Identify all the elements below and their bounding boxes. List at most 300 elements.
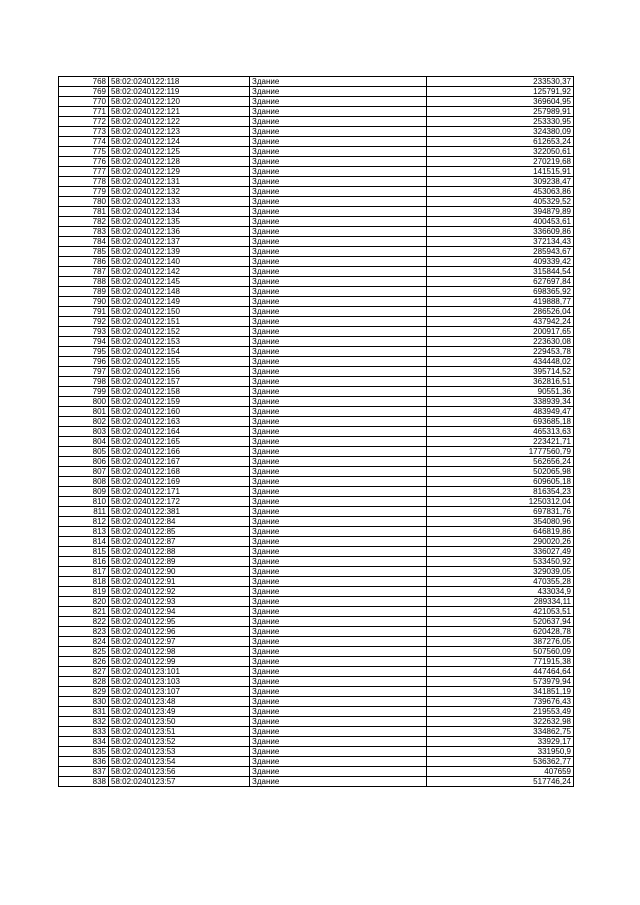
- cadastral-number-cell: 58:02:0240122:124: [109, 137, 250, 147]
- row-number-cell: 826: [59, 657, 109, 667]
- table-row: [59, 557, 574, 567]
- row-number-cell: 813: [59, 527, 109, 537]
- table-row: [59, 647, 574, 657]
- object-type-cell: Здание: [250, 77, 427, 87]
- cadastral-value-cell: 697831,76: [427, 507, 574, 517]
- object-type-cell: Здание: [250, 427, 427, 437]
- object-type-cell: Здание: [250, 277, 427, 287]
- cadastral-value-cell: 739676,43: [427, 697, 574, 707]
- table-row: [59, 727, 574, 737]
- cadastral-number-cell: 58:02:0240122:152: [109, 327, 250, 337]
- row-number-cell: 788: [59, 277, 109, 287]
- cadastral-value-cell: 372134,43: [427, 237, 574, 247]
- object-type-cell: Здание: [250, 217, 427, 227]
- object-type-cell: Здание: [250, 677, 427, 687]
- table-row: [59, 187, 574, 197]
- object-type-cell: Здание: [250, 567, 427, 577]
- cadastral-value-cell: 200917,65: [427, 327, 574, 337]
- row-number-cell: 829: [59, 687, 109, 697]
- table-row: [59, 127, 574, 137]
- table-row: [59, 717, 574, 727]
- cadastral-value-cell: 470355,28: [427, 577, 574, 587]
- object-type-cell: Здание: [250, 627, 427, 637]
- cadastral-value-cell: 395714,52: [427, 367, 574, 377]
- object-type-cell: Здание: [250, 517, 427, 527]
- object-type-cell: Здание: [250, 157, 427, 167]
- cadastral-number-cell: 58:02:0240122:97: [109, 637, 250, 647]
- cadastral-number-cell: 58:02:0240122:120: [109, 97, 250, 107]
- cadastral-value-cell: 394879,89: [427, 207, 574, 217]
- cadastral-number-cell: 58:02:0240122:163: [109, 417, 250, 427]
- table-row: [59, 427, 574, 437]
- cadastral-value-cell: 253330,95: [427, 117, 574, 127]
- object-type-cell: Здание: [250, 447, 427, 457]
- cadastral-value-cell: 233530,37: [427, 77, 574, 87]
- table-row: [59, 167, 574, 177]
- row-number-cell: 806: [59, 457, 109, 467]
- table-row: [59, 97, 574, 107]
- cadastral-value-cell: 223630,08: [427, 337, 574, 347]
- cadastral-value-cell: 1250312,04: [427, 497, 574, 507]
- object-type-cell: Здание: [250, 597, 427, 607]
- table-row: [59, 257, 574, 267]
- object-type-cell: Здание: [250, 617, 427, 627]
- table-row: [59, 597, 574, 607]
- cadastral-value-cell: 434448,02: [427, 357, 574, 367]
- row-number-cell: 798: [59, 377, 109, 387]
- object-type-cell: Здание: [250, 177, 427, 187]
- object-type-cell: Здание: [250, 117, 427, 127]
- cadastral-value-cell: 33929,17: [427, 737, 574, 747]
- cadastral-number-cell: 58:02:0240123:52: [109, 737, 250, 747]
- cadastral-value-cell: 338939,34: [427, 397, 574, 407]
- table-row: [59, 467, 574, 477]
- cadastral-number-cell: 58:02:0240122:168: [109, 467, 250, 477]
- cadastral-number-cell: 58:02:0240122:128: [109, 157, 250, 167]
- cadastral-value-cell: 334862,75: [427, 727, 574, 737]
- cadastral-number-cell: 58:02:0240123:53: [109, 747, 250, 757]
- object-type-cell: Здание: [250, 377, 427, 387]
- row-number-cell: 833: [59, 727, 109, 737]
- row-number-cell: 811: [59, 507, 109, 517]
- row-number-cell: 838: [59, 777, 109, 787]
- cadastral-value-cell: 447464,64: [427, 667, 574, 677]
- cadastral-number-cell: 58:02:0240123:54: [109, 757, 250, 767]
- cadastral-value-cell: 520637,94: [427, 617, 574, 627]
- cadastral-value-cell: 533450,92: [427, 557, 574, 567]
- cadastral-number-cell: 58:02:0240122:91: [109, 577, 250, 587]
- row-number-cell: 771: [59, 107, 109, 117]
- row-number-cell: 814: [59, 537, 109, 547]
- object-type-cell: Здание: [250, 467, 427, 477]
- object-type-cell: Здание: [250, 527, 427, 537]
- cadastral-value-cell: 433034,9: [427, 587, 574, 597]
- cadastral-value-cell: 286526,04: [427, 307, 574, 317]
- cadastral-number-cell: 58:02:0240122:96: [109, 627, 250, 637]
- row-number-cell: 783: [59, 227, 109, 237]
- row-number-cell: 796: [59, 357, 109, 367]
- object-type-cell: Здание: [250, 307, 427, 317]
- cadastral-value-cell: 573979,94: [427, 677, 574, 687]
- table-row: [59, 147, 574, 157]
- object-type-cell: Здание: [250, 687, 427, 697]
- cadastral-value-cell: 257989,91: [427, 107, 574, 117]
- row-number-cell: 822: [59, 617, 109, 627]
- cadastral-number-cell: 58:02:0240122:151: [109, 317, 250, 327]
- table-row: [59, 157, 574, 167]
- row-number-cell: 808: [59, 477, 109, 487]
- row-number-cell: 770: [59, 97, 109, 107]
- row-number-cell: 774: [59, 137, 109, 147]
- table-row: [59, 137, 574, 147]
- row-number-cell: 768: [59, 77, 109, 87]
- table-row: [59, 437, 574, 447]
- table-row: [59, 497, 574, 507]
- object-type-cell: Здание: [250, 667, 427, 677]
- row-number-cell: 815: [59, 547, 109, 557]
- table-row: [59, 377, 574, 387]
- object-type-cell: Здание: [250, 297, 427, 307]
- row-number-cell: 786: [59, 257, 109, 267]
- table-row: [59, 677, 574, 687]
- object-type-cell: Здание: [250, 147, 427, 157]
- table-row: [59, 347, 574, 357]
- object-type-cell: Здание: [250, 717, 427, 727]
- cadastral-number-cell: 58:02:0240122:155: [109, 357, 250, 367]
- table-row: [59, 697, 574, 707]
- row-number-cell: 819: [59, 587, 109, 597]
- cadastral-number-cell: 58:02:0240122:88: [109, 547, 250, 557]
- cadastral-number-cell: 58:02:0240123:107: [109, 687, 250, 697]
- table-row: [59, 537, 574, 547]
- cadastral-number-cell: 58:02:0240122:153: [109, 337, 250, 347]
- table-row: [59, 367, 574, 377]
- cadastral-number-cell: 58:02:0240122:166: [109, 447, 250, 457]
- table-row: [59, 477, 574, 487]
- cadastral-value-cell: 400453,61: [427, 217, 574, 227]
- table-row: [59, 237, 574, 247]
- object-type-cell: Здание: [250, 757, 427, 767]
- cadastral-value-cell: 465313,63: [427, 427, 574, 437]
- cadastral-number-cell: 58:02:0240122:94: [109, 607, 250, 617]
- table-row: [59, 327, 574, 337]
- row-number-cell: 793: [59, 327, 109, 337]
- object-type-cell: Здание: [250, 407, 427, 417]
- cadastral-number-cell: 58:02:0240123:57: [109, 777, 250, 787]
- object-type-cell: Здание: [250, 327, 427, 337]
- cadastral-value-cell: 407659: [427, 767, 574, 777]
- cadastral-number-cell: 58:02:0240122:132: [109, 187, 250, 197]
- row-number-cell: 824: [59, 637, 109, 647]
- cadastral-number-cell: 58:02:0240122:164: [109, 427, 250, 437]
- cadastral-value-cell: 324380,09: [427, 127, 574, 137]
- object-type-cell: Здание: [250, 127, 427, 137]
- row-number-cell: 785: [59, 247, 109, 257]
- object-type-cell: Здание: [250, 287, 427, 297]
- object-type-cell: Здание: [250, 777, 427, 787]
- object-type-cell: Здание: [250, 237, 427, 247]
- table-row: [59, 517, 574, 527]
- row-number-cell: 809: [59, 487, 109, 497]
- row-number-cell: 834: [59, 737, 109, 747]
- object-type-cell: Здание: [250, 477, 427, 487]
- table-row: [59, 567, 574, 577]
- cadastral-number-cell: 58:02:0240122:122: [109, 117, 250, 127]
- table-row: [59, 747, 574, 757]
- cadastral-value-cell: 453063,86: [427, 187, 574, 197]
- table-row: [59, 487, 574, 497]
- table-row: [59, 337, 574, 347]
- row-number-cell: 837: [59, 767, 109, 777]
- row-number-cell: 827: [59, 667, 109, 677]
- cadastral-value-cell: 229453,78: [427, 347, 574, 357]
- table-row: [59, 357, 574, 367]
- object-type-cell: Здание: [250, 537, 427, 547]
- cadastral-value-cell: 693685,18: [427, 417, 574, 427]
- cadastral-number-cell: 58:02:0240122:167: [109, 457, 250, 467]
- table-row: [59, 607, 574, 617]
- cadastral-number-cell: 58:02:0240122:123: [109, 127, 250, 137]
- row-number-cell: 807: [59, 467, 109, 477]
- row-number-cell: 816: [59, 557, 109, 567]
- object-type-cell: Здание: [250, 247, 427, 257]
- object-type-cell: Здание: [250, 267, 427, 277]
- row-number-cell: 831: [59, 707, 109, 717]
- object-type-cell: Здание: [250, 397, 427, 407]
- cadastral-number-cell: 58:02:0240122:137: [109, 237, 250, 247]
- cadastral-value-cell: 331950,9: [427, 747, 574, 757]
- row-number-cell: 828: [59, 677, 109, 687]
- cadastral-number-cell: 58:02:0240122:85: [109, 527, 250, 537]
- row-number-cell: 787: [59, 267, 109, 277]
- object-type-cell: Здание: [250, 197, 427, 207]
- cadastral-value-cell: 536362,77: [427, 757, 574, 767]
- cadastral-number-cell: 58:02:0240122:93: [109, 597, 250, 607]
- object-type-cell: Здание: [250, 97, 427, 107]
- object-type-cell: Здание: [250, 437, 427, 447]
- table-row: [59, 617, 574, 627]
- cadastral-number-cell: 58:02:0240122:136: [109, 227, 250, 237]
- cadastral-number-cell: 58:02:0240122:133: [109, 197, 250, 207]
- table-row: [59, 277, 574, 287]
- cadastral-number-cell: 58:02:0240122:98: [109, 647, 250, 657]
- row-number-cell: 772: [59, 117, 109, 127]
- cadastral-value-cell: 315844,54: [427, 267, 574, 277]
- cadastral-value-cell: 290020,26: [427, 537, 574, 547]
- cadastral-number-cell: 58:02:0240122:121: [109, 107, 250, 117]
- cadastral-value-table: [58, 76, 574, 787]
- object-type-cell: Здание: [250, 747, 427, 757]
- object-type-cell: Здание: [250, 317, 427, 327]
- table-row: [59, 407, 574, 417]
- cadastral-value-cell: 627697,84: [427, 277, 574, 287]
- cadastral-value-cell: 620428,78: [427, 627, 574, 637]
- table-row: [59, 707, 574, 717]
- object-type-cell: Здание: [250, 497, 427, 507]
- cadastral-value-cell: 270219,68: [427, 157, 574, 167]
- cadastral-value-cell: 771915,38: [427, 657, 574, 667]
- object-type-cell: Здание: [250, 367, 427, 377]
- cadastral-number-cell: 58:02:0240123:101: [109, 667, 250, 677]
- cadastral-value-cell: 646819,86: [427, 527, 574, 537]
- row-number-cell: 778: [59, 177, 109, 187]
- row-number-cell: 830: [59, 697, 109, 707]
- table-row: [59, 457, 574, 467]
- cadastral-value-cell: 141515,91: [427, 167, 574, 177]
- cadastral-value-cell: 125791,92: [427, 87, 574, 97]
- table-row: [59, 387, 574, 397]
- cadastral-number-cell: 58:02:0240122:142: [109, 267, 250, 277]
- cadastral-value-cell: 437942,24: [427, 317, 574, 327]
- table-row: [59, 317, 574, 327]
- cadastral-number-cell: 58:02:0240122:172: [109, 497, 250, 507]
- row-number-cell: 823: [59, 627, 109, 637]
- table-row: [59, 217, 574, 227]
- table-row: [59, 177, 574, 187]
- object-type-cell: Здание: [250, 727, 427, 737]
- row-number-cell: 805: [59, 447, 109, 457]
- object-type-cell: Здание: [250, 87, 427, 97]
- object-type-cell: Здание: [250, 457, 427, 467]
- cadastral-number-cell: 58:02:0240122:90: [109, 567, 250, 577]
- object-type-cell: Здание: [250, 417, 427, 427]
- cadastral-number-cell: 58:02:0240122:134: [109, 207, 250, 217]
- cadastral-number-cell: 58:02:0240122:160: [109, 407, 250, 417]
- cadastral-number-cell: 58:02:0240122:125: [109, 147, 250, 157]
- cadastral-number-cell: 58:02:0240122:129: [109, 167, 250, 177]
- cadastral-value-cell: 409339,42: [427, 257, 574, 267]
- object-type-cell: Здание: [250, 187, 427, 197]
- table-row: [59, 687, 574, 697]
- object-type-cell: Здание: [250, 557, 427, 567]
- row-number-cell: 801: [59, 407, 109, 417]
- table-row: [59, 267, 574, 277]
- row-number-cell: 784: [59, 237, 109, 247]
- cadastral-number-cell: 58:02:0240122:158: [109, 387, 250, 397]
- cadastral-number-cell: 58:02:0240123:50: [109, 717, 250, 727]
- row-number-cell: 836: [59, 757, 109, 767]
- cadastral-value-cell: 341851,19: [427, 687, 574, 697]
- row-number-cell: 773: [59, 127, 109, 137]
- row-number-cell: 820: [59, 597, 109, 607]
- cadastral-value-cell: 289334,11: [427, 597, 574, 607]
- cadastral-number-cell: 58:02:0240122:95: [109, 617, 250, 627]
- table-row: [59, 227, 574, 237]
- table-row: [59, 447, 574, 457]
- cadastral-number-cell: 58:02:0240122:118: [109, 77, 250, 87]
- cadastral-number-cell: 58:02:0240122:148: [109, 287, 250, 297]
- table-row: [59, 767, 574, 777]
- cadastral-number-cell: 58:02:0240122:171: [109, 487, 250, 497]
- table-row: [59, 207, 574, 217]
- row-number-cell: 781: [59, 207, 109, 217]
- table-row: [59, 87, 574, 97]
- table-row: [59, 627, 574, 637]
- cadastral-value-cell: 285943,67: [427, 247, 574, 257]
- table-row: [59, 667, 574, 677]
- row-number-cell: 790: [59, 297, 109, 307]
- object-type-cell: Здание: [250, 487, 427, 497]
- table-row: [59, 507, 574, 517]
- row-number-cell: 792: [59, 317, 109, 327]
- cadastral-number-cell: 58:02:0240122:150: [109, 307, 250, 317]
- table-row: [59, 397, 574, 407]
- object-type-cell: Здание: [250, 547, 427, 557]
- cadastral-number-cell: 58:02:0240122:131: [109, 177, 250, 187]
- object-type-cell: Здание: [250, 387, 427, 397]
- row-number-cell: 789: [59, 287, 109, 297]
- cadastral-value-cell: 507560,09: [427, 647, 574, 657]
- cadastral-value-cell: 517746,24: [427, 777, 574, 787]
- cadastral-number-cell: 58:02:0240122:169: [109, 477, 250, 487]
- cadastral-number-cell: 58:02:0240122:159: [109, 397, 250, 407]
- object-type-cell: Здание: [250, 767, 427, 777]
- row-number-cell: 817: [59, 567, 109, 577]
- cadastral-value-cell: 502065,98: [427, 467, 574, 477]
- cadastral-value-cell: 562656,24: [427, 457, 574, 467]
- object-type-cell: Здание: [250, 707, 427, 717]
- table-body: [59, 77, 574, 787]
- cadastral-number-cell: 58:02:0240123:49: [109, 707, 250, 717]
- row-number-cell: 777: [59, 167, 109, 177]
- cadastral-value-cell: 483949,47: [427, 407, 574, 417]
- object-type-cell: Здание: [250, 107, 427, 117]
- row-number-cell: 775: [59, 147, 109, 157]
- cadastral-value-cell: 219553,49: [427, 707, 574, 717]
- cadastral-number-cell: 58:02:0240122:99: [109, 657, 250, 667]
- cadastral-number-cell: 58:02:0240122:89: [109, 557, 250, 567]
- table-row: [59, 527, 574, 537]
- cadastral-value-cell: 309238,47: [427, 177, 574, 187]
- row-number-cell: 804: [59, 437, 109, 447]
- cadastral-value-cell: 421053,51: [427, 607, 574, 617]
- cadastral-value-cell: 612653,24: [427, 137, 574, 147]
- cadastral-value-cell: 223421,71: [427, 437, 574, 447]
- table-row: [59, 197, 574, 207]
- table-row: [59, 737, 574, 747]
- row-number-cell: 818: [59, 577, 109, 587]
- object-type-cell: Здание: [250, 337, 427, 347]
- cadastral-number-cell: 58:02:0240123:103: [109, 677, 250, 687]
- row-number-cell: 769: [59, 87, 109, 97]
- cadastral-value-cell: 419888,77: [427, 297, 574, 307]
- cadastral-value-cell: 387276,05: [427, 637, 574, 647]
- cadastral-value-cell: 816354,23: [427, 487, 574, 497]
- cadastral-value-cell: 336609,86: [427, 227, 574, 237]
- row-number-cell: 802: [59, 417, 109, 427]
- object-type-cell: Здание: [250, 137, 427, 147]
- row-number-cell: 810: [59, 497, 109, 507]
- row-number-cell: 779: [59, 187, 109, 197]
- object-type-cell: Здание: [250, 737, 427, 747]
- row-number-cell: 825: [59, 647, 109, 657]
- row-number-cell: 799: [59, 387, 109, 397]
- cadastral-number-cell: 58:02:0240123:48: [109, 697, 250, 707]
- cadastral-number-cell: 58:02:0240122:154: [109, 347, 250, 357]
- cadastral-number-cell: 58:02:0240123:51: [109, 727, 250, 737]
- table-row: [59, 107, 574, 117]
- object-type-cell: Здание: [250, 507, 427, 517]
- object-type-cell: Здание: [250, 257, 427, 267]
- cadastral-number-cell: 58:02:0240122:87: [109, 537, 250, 547]
- object-type-cell: Здание: [250, 357, 427, 367]
- object-type-cell: Здание: [250, 587, 427, 597]
- cadastral-value-cell: 90551,36: [427, 387, 574, 397]
- row-number-cell: 797: [59, 367, 109, 377]
- row-number-cell: 794: [59, 337, 109, 347]
- table-row: [59, 587, 574, 597]
- cadastral-value-cell: 322050,61: [427, 147, 574, 157]
